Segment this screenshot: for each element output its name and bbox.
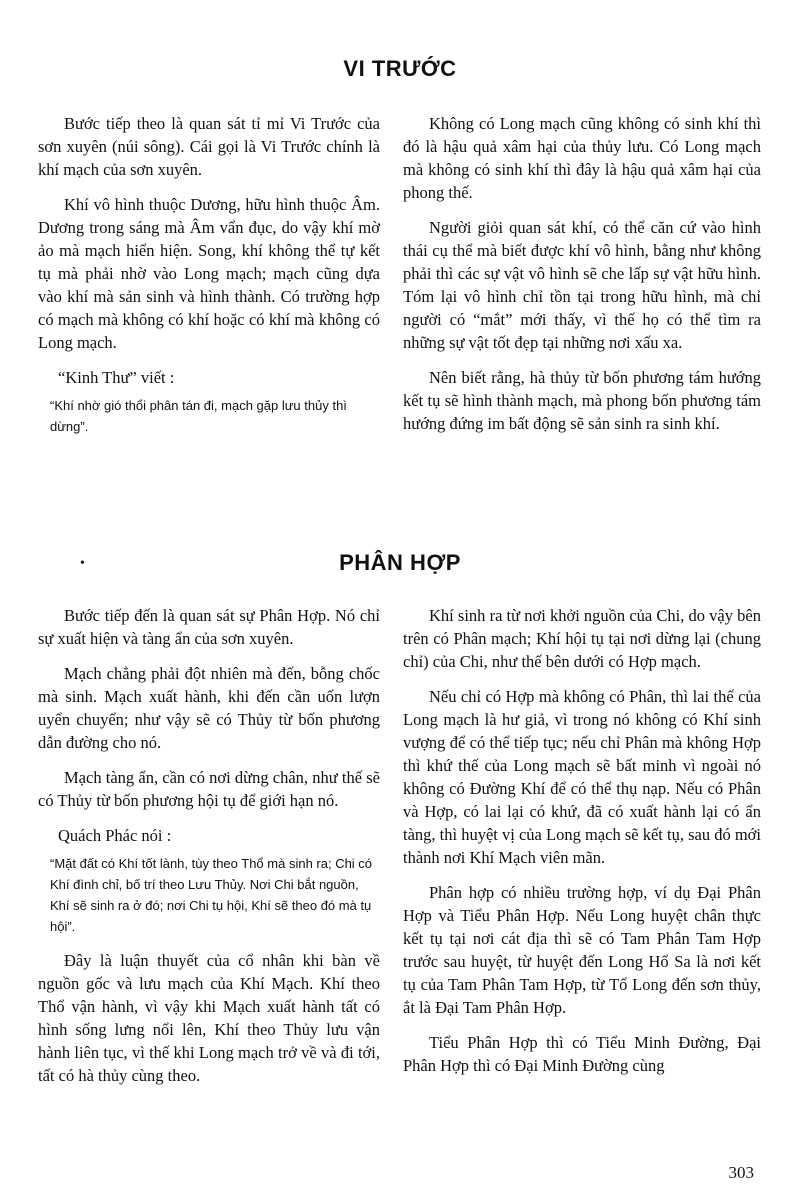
paragraph: Đây là luận thuyết của cổ nhân khi bàn về nguồn gốc và lưu mạch của Khí Mạch. Khí theo Thổ vận hành, vì vậy khi Mạch xuất hành tất có hình sống lưng nổi lên, Khí theo Thủy lưu vận hành liên tục, vì thế khi Long mạch trở về và đi tới, tất có hà thủy cùng theo. [38,951,380,1085]
quote-lead: “Kinh Thư” viết : [58,368,175,387]
paragraph: Nếu chỉ có Hợp mà không có Phân, thì lai thế của Long mạch là hư giả, vì trong nó không có Khí sinh vượng để có thể tiếp tục; nếu chỉ Phân mà không Hợp thì khứ thế của Long mạch sẽ bất minh vì ngoài nó không có Đường Khí để có thể thụ nạp. Nếu có Phân và Hợp, có lai lại có khứ, đã có xuất hành lại có ẩn tàng, thì huyệt vị của Long mạch sẽ kết tụ, sau đó mới thành nơi Khí Mạch viên mãn. [403,687,761,867]
paragraph: Không có Long mạch cũng không có sinh khí thì đó là hậu quả xâm hại của thủy lưu. Có Long mạch mà không có sinh khí thì đây là hậu quả xâm hại của phong thế. [403,114,761,202]
paragraph: Bước tiếp theo là quan sát tỉ mỉ Vi Trước của sơn xuyên (núi sông). Cái gọi là Vi Trước chính là khí mạch của sơn xuyên. [38,114,380,179]
paragraph: Phân hợp có nhiều trường hợp, ví dụ Đại Phân Hợp và Tiểu Phân Hợp. Nếu Long huyệt chân thực kết tụ tại nơi cát địa thì sẽ có Tam Phân Tam Hợp trước sau huyệt, từ huyệt đến Long Hổ Sa là nơi kết tụ của Tam Phân Tam Hợp, từ Tổ Long đến sơn thủy, ắt là Đại Tam Phân Hợp. [403,883,761,1017]
phan-hop-left-column [38,604,380,1099]
section-title-phan-hop: PHÂN HỢP [339,550,461,575]
paragraph: Mạch chẳng phải đột nhiên mà đến, bỗng chốc mà sinh. Mạch xuất hành, khi đến cần uốn lượn uyển chuyển; như vậy sẽ có Thủy từ bốn phương dẫn đường cho nó. [38,664,380,752]
paragraph: Tiểu Phân Hợp thì có Tiểu Minh Đường, Đại Phân Hợp thì có Đại Minh Đường cùng [403,1033,761,1075]
paragraph: Khí vô hình thuộc Dương, hữu hình thuộc Âm. Dương trong sáng mà Âm vẩn đục, do vậy khí mờ ảo mà mạch hiển hiện. Song, khí không thể tự kết tụ mà phải nhờ vào Long mạch; mạch cũng dựa vào khí mà sản sinh và hình thành. Có trường hợp có mạch mà không có khí hoặc có khí mà không có Long mạch. [38,195,380,352]
paragraph: Người giỏi quan sát khí, có thể căn cứ vào hình thái cụ thể mà biết được khí vô hình, bằng như không phải thì các sự vật vô hình sẽ che lấp sự vật hữu hình. Tóm lại vô hình chỉ tồn tại trong hữu hình, mà chỉ người có “mắt” mới thấy, vì thế họ có thể tìm ra những sự vật tốt đẹp tại những nơi xấu xa. [403,218,761,352]
paragraph: Bước tiếp đến là quan sát sự Phân Hợp. Nó chỉ sự xuất hiện và tàng ẩn của sơn xuyên. [38,606,380,648]
quote-lead: Quách Phác nói : [58,826,172,845]
section-title-vi-truoc: VI TRƯỚC [343,56,457,81]
page-number: 303 [728,1163,754,1182]
quote-text: “Khí nhờ gió thổi phân tán đi, mạch gặp lưu thủy thì dừng”. [50,398,347,434]
vi-truoc-right-column [403,112,761,447]
phan-hop-right-column [403,604,761,1089]
vi-truoc-left-column [38,112,380,449]
paragraph: Nên biết rằng, hà thủy từ bốn phương tám hướng kết tụ sẽ hình thành mạch, mà phong bốn phương tám hướng đứng im bất động sẽ sản sinh ra sinh khí. [403,368,761,433]
paragraph: Mạch tàng ẩn, cần có nơi dừng chân, như thế sẽ có Thủy từ bốn phương hội tụ để giới hạn nó. [38,768,380,810]
quote-text: “Mặt đất có Khí tốt lành, tùy theo Thổ mà sinh ra; Chi có Khí đình chỉ, bố trí theo Lưu Thủy. Nơi Chi bắt nguồn, Khí sẽ sinh ra ở đó; nơi Chi tụ hội, Khí sẽ theo đó mà tụ hội”. [50,856,373,934]
paragraph: Khí sinh ra từ nơi khởi nguồn của Chi, do vậy bên trên có Phân mạch; Khí hội tụ tại nơi dừng lại (chung chỉ) của Chi, như thế bên dưới có Hợp mạch. [403,606,761,671]
print-speck: • [80,556,85,571]
